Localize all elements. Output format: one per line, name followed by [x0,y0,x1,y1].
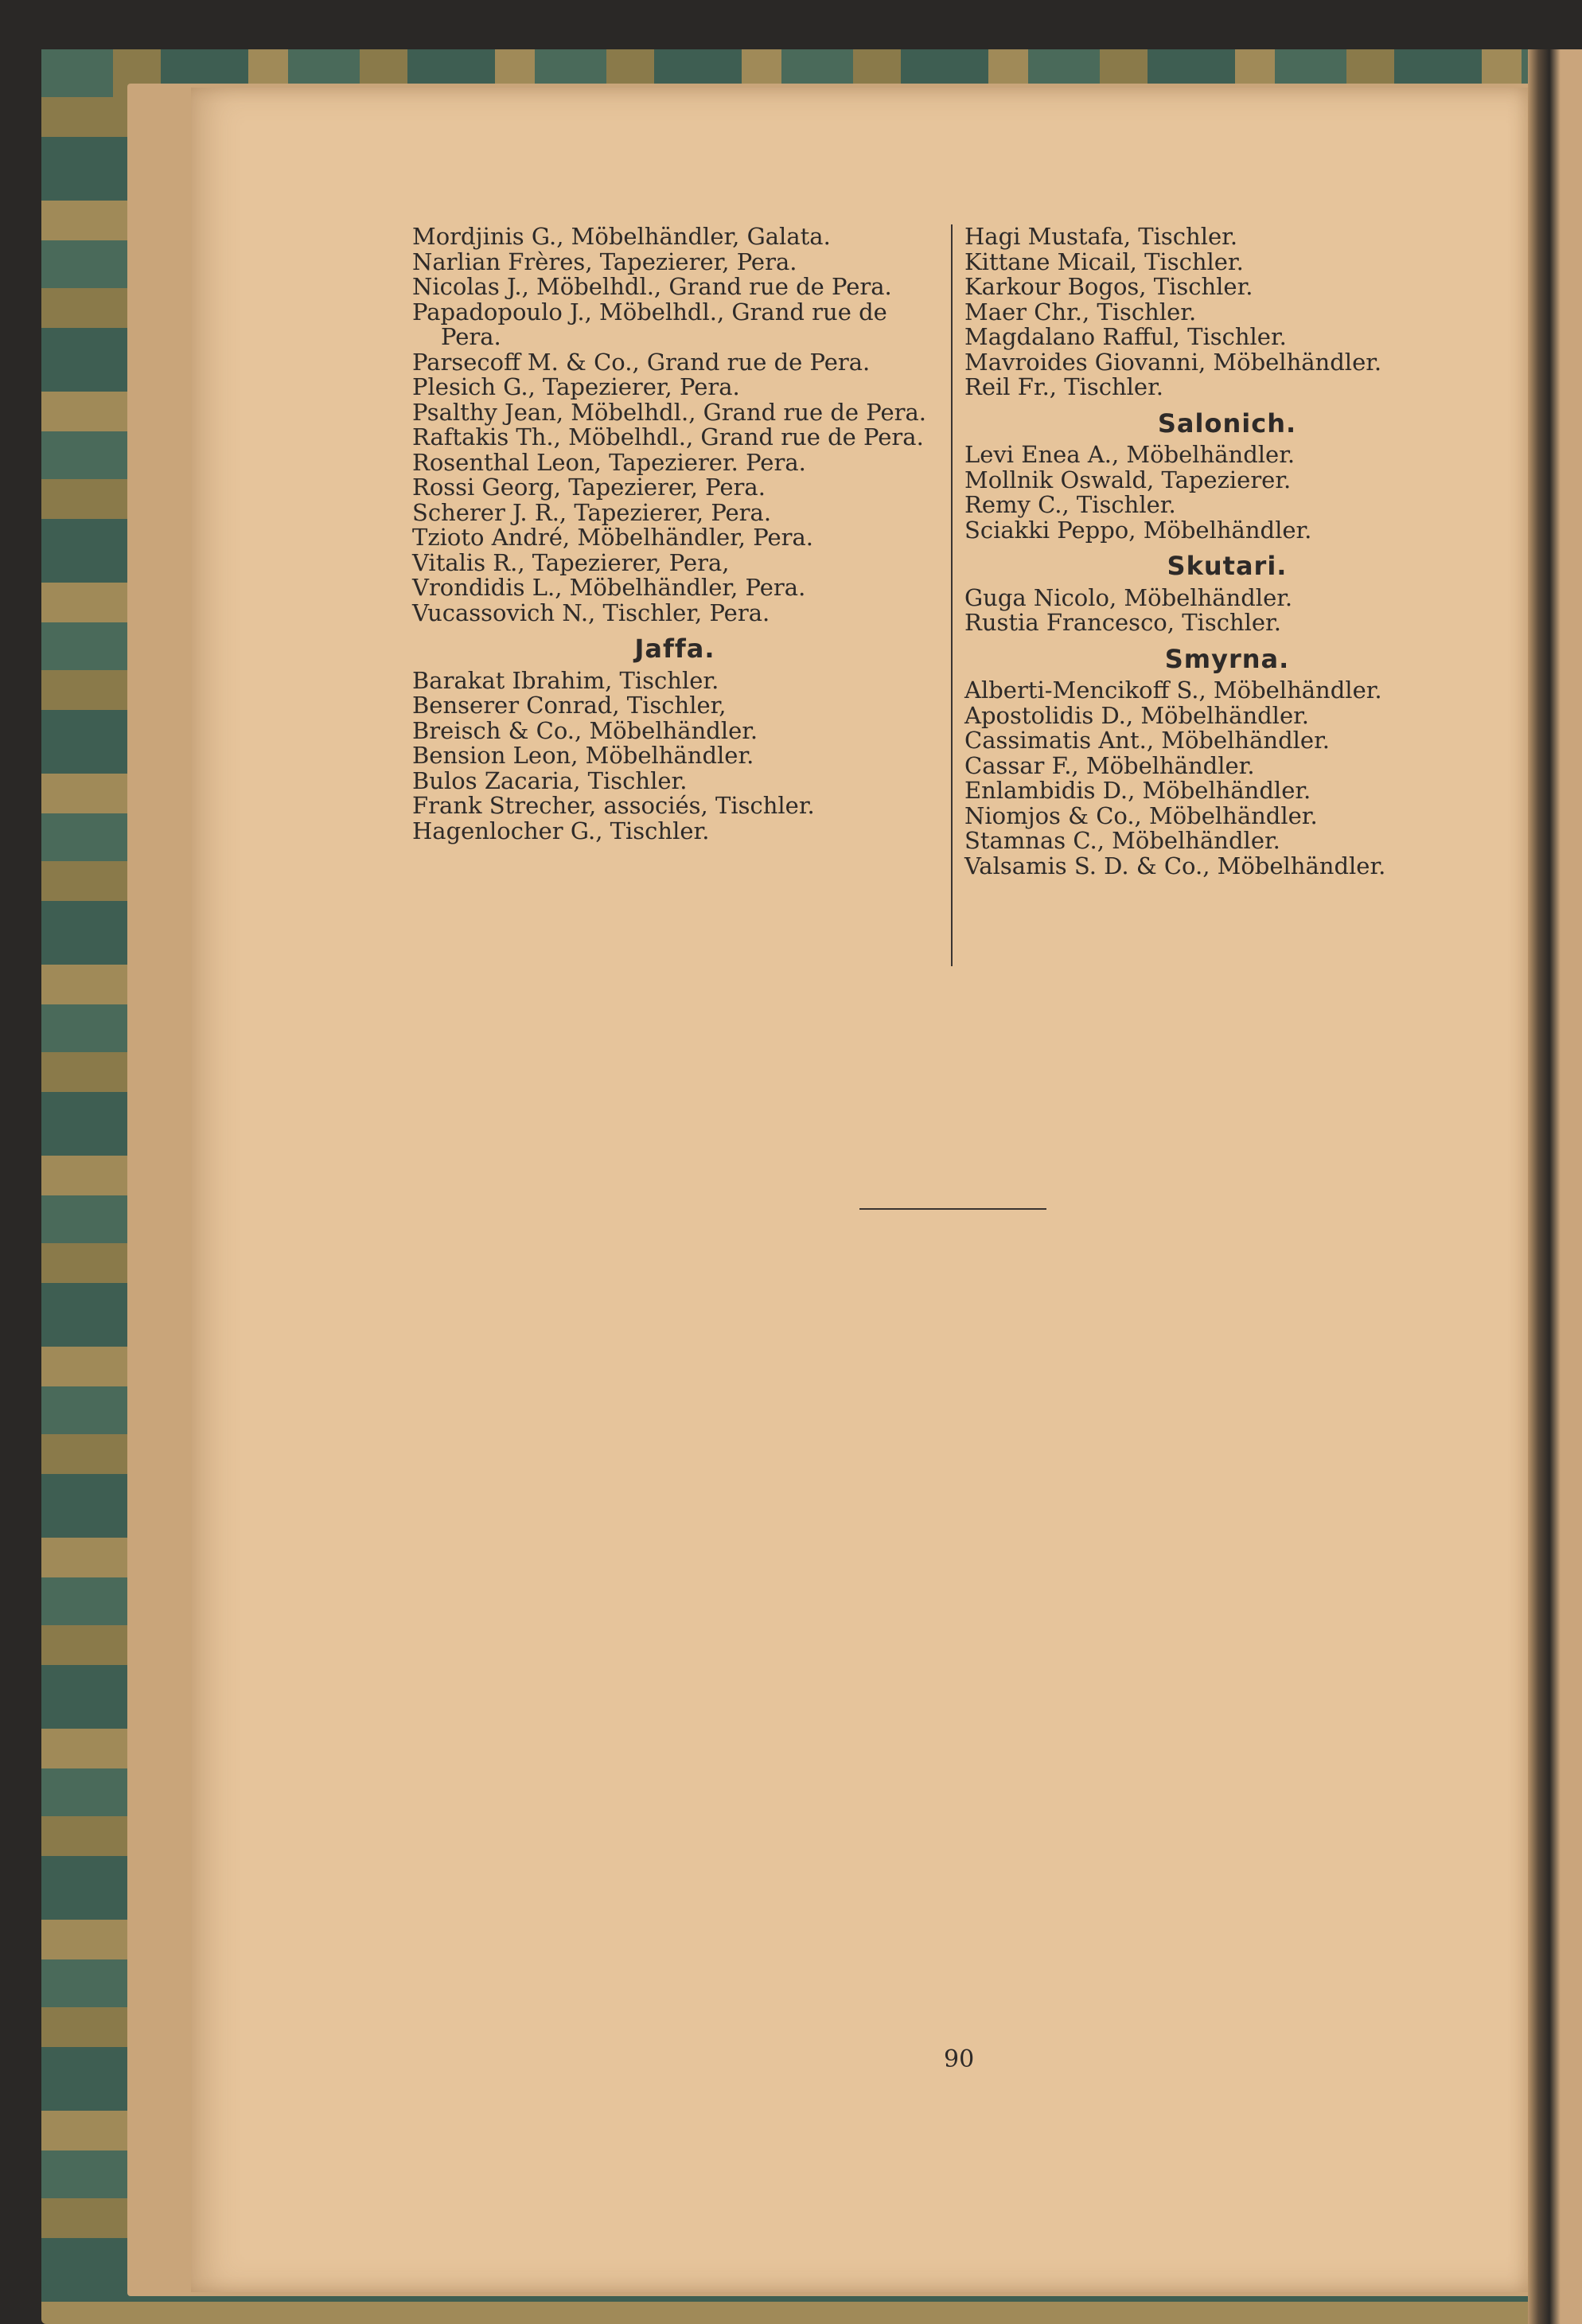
list-item: Mollnik Oswald, Tapezierer. [964,466,1292,493]
list-item: Cassimatis Ant., Möbelhändler. [964,727,1330,754]
list-item: Tzioto André, Möbelhändler, Pera. [412,524,813,551]
list-item: Hagenlocher G., Tischler. [412,817,710,844]
section-heading-smyrna: Smyrna. [1164,643,1290,674]
list-item: Parsecoff M. & Co., Grand rue de Pera. [412,348,871,376]
list-item: Rosenthal Leon, Tapezierer. Pera. [412,448,806,476]
list-item: Maer Chr., Tischler. [964,298,1197,326]
list-item: Rustia Francesco, Tischler. [964,609,1281,636]
list-item: Enlambidis D., Möbelhändler. [964,777,1311,804]
list-item: Scherer J. R., Tapezierer, Pera. [412,498,772,526]
list-item: Narlian Frères, Tapezierer, Pera. [412,248,797,275]
list-item: Frank Strecher, associés, Tischler. [412,792,815,819]
section-heading-jaffa: Jaffa. [634,634,715,664]
list-item: Alberti-Mencikoff S., Möbelhändler. [964,677,1382,704]
list-item: Sciakki Peppo, Möbelhändler. [964,516,1312,544]
right-column [964,224,1490,879]
list-item: Psalthy Jean, Möbelhdl., Grand rue de Pera. [412,398,927,426]
section-heading-salonich: Salonich. [1157,407,1297,439]
list-item: Vitalis R., Tapezierer, Pera, [412,548,730,576]
list-item: Apostolidis D., Möbelhändler. [964,701,1310,729]
list-item: Stamnas C., Möbelhändler. [964,827,1280,854]
list-item: Remy C., Tischler. [964,491,1176,518]
section-heading-skutari: Skutari. [1167,551,1288,581]
list-item: Vrondidis L., Möbelhändler, Pera. [412,574,806,601]
list-item: Cassar F., Möbelhändler. [964,751,1255,779]
list-item: Rossi Georg, Tapezierer, Pera. [412,474,766,501]
list-item: Bension Leon, Möbelhändler. [412,742,754,769]
list-item: Mavroides Giovanni, Möbelhändler. [964,348,1382,376]
book-gutter [1528,49,1582,2324]
page-number: 90 [944,2045,975,2073]
list-item: Guga Nicolo, Möbelhändler. [964,583,1293,611]
list-item: Karkour Bogos, Tischler. [964,273,1253,300]
list-item: Benserer Conrad, Tischler, [412,692,727,719]
left-column [412,224,937,844]
list-item: Niomjos & Co., Möbelhändler. [964,801,1318,829]
list-item: Papadopoulo J., Möbelhdl., Grand rue de Pera. [412,298,887,350]
list-item: Vucassovich N., Tischler, Pera. [412,599,770,626]
column-divider [951,224,953,966]
list-item: Reil Fr., Tischler. [964,373,1163,400]
list-item: Bulos Zacaria, Tischler. [412,766,688,794]
list-item: Valsamis S. D. & Co., Möbelhändler. [964,852,1386,879]
list-item: Breisch & Co., Möbelhändler. [412,716,758,744]
list-item: Mordjinis G., Möbelhändler, Galata. [412,223,831,250]
list-item: Kittane Micail, Tischler. [964,248,1244,275]
list-item: Plesich G., Tapezierer, Pera. [412,373,740,400]
list-item: Raftakis Th., Möbelhdl., Grand rue de Pera. [412,423,924,450]
list-item: Barakat Ibrahim, Tischler. [412,666,719,694]
list-item: Magdalano Rafful, Tischler. [964,323,1287,350]
list-item: Hagi Mustafa, Tischler. [964,223,1238,250]
list-item: Nicolas J., Möbelhdl., Grand rue de Pera. [412,273,892,300]
list-item: Levi Enea A., Möbelhändler. [964,441,1296,468]
horizontal-rule [859,1208,1046,1210]
